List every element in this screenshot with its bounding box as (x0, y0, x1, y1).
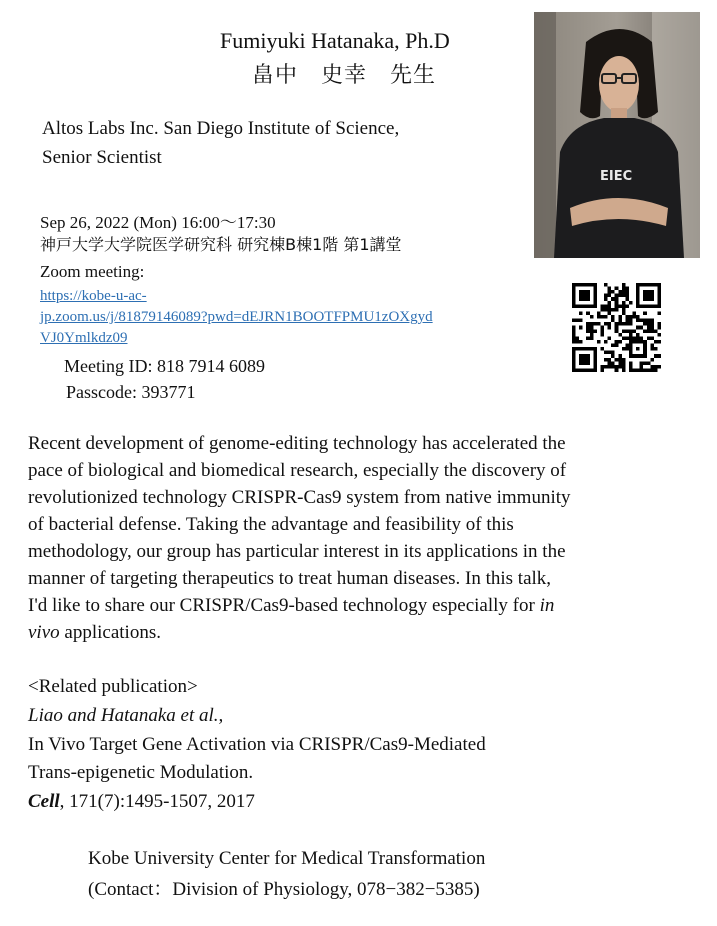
passcode: Passcode: 393771 (66, 382, 196, 402)
journal-name: Cell (28, 791, 60, 812)
shirt-text: EIEC (600, 169, 633, 184)
publication-title: In Vivo Target Gene Activation via CRISPR/Cas9-Mediated (28, 734, 486, 755)
publication-heading: <Related publication> (28, 676, 198, 697)
speaker-name-en: Fumiyuki Hatanaka, Ph.D (220, 28, 450, 53)
abstract-italic: vivo (28, 622, 60, 643)
affiliation: Altos Labs Inc. San Diego Institute of Science, (42, 118, 400, 139)
abstract-line (28, 619, 698, 646)
qr-code-icon[interactable] (572, 283, 661, 372)
abstract-line: manner of targeting therapeutics to treat human diseases. In this talk, (28, 568, 552, 589)
speaker-photo (534, 12, 700, 258)
event-datetime: Sep 26, 2022 (Mon) 16:00～17:30 (40, 213, 276, 232)
abstract-line: pace of biological and biomedical research, especially the discovery of (28, 460, 567, 481)
position-title: Senior Scientist (42, 147, 162, 168)
zoom-label: Zoom meeting: (40, 262, 145, 281)
abstract-line: revolutionized technology CRISPR-Cas9 system from native immunity (28, 487, 571, 508)
organizer: Kobe University Center for Medical Transformation (88, 848, 486, 869)
abstract-line: methodology, our group has particular interest in its applications in the (28, 541, 566, 562)
abstract-text: I'd like to share our CRISPR/Cas9-based technology especially for (28, 595, 540, 616)
contact-info: (Contact：Division of Physiology, 078−382−5385) (88, 879, 480, 900)
meeting-id: Meeting ID: 818 7914 6089 (64, 356, 265, 376)
speaker-name-ja: 畠中 史幸 先生 (252, 63, 437, 88)
publication-title: Trans-epigenetic Modulation. (28, 762, 254, 783)
abstract-text: applications. (59, 622, 161, 643)
abstract-line: Recent development of genome-editing technology has accelerated the (28, 433, 566, 454)
event-venue: 神戸大学大学院医学研究科 研究棟B棟1階 第1講堂 (40, 235, 402, 254)
zoom-link[interactable]: VJ0Ymlkdz09 (40, 330, 128, 346)
publication-authors: Liao and Hatanaka et al., (28, 705, 224, 726)
abstract-line (28, 592, 698, 619)
abstract-line: of bacterial defense. Taking the advantage and feasibility of this (28, 514, 514, 535)
zoom-link[interactable]: https://kobe-u-ac- (40, 288, 147, 304)
abstract (28, 430, 698, 646)
citation-detail: , 171(7):1495-1507, 2017 (59, 791, 255, 812)
abstract-italic: in (539, 595, 555, 616)
zoom-link[interactable]: jp.zoom.us/j/81879146089?pwd=dEJRN1BOOTFPMU1zOXgyd (40, 309, 433, 325)
publication-citation (28, 791, 255, 813)
